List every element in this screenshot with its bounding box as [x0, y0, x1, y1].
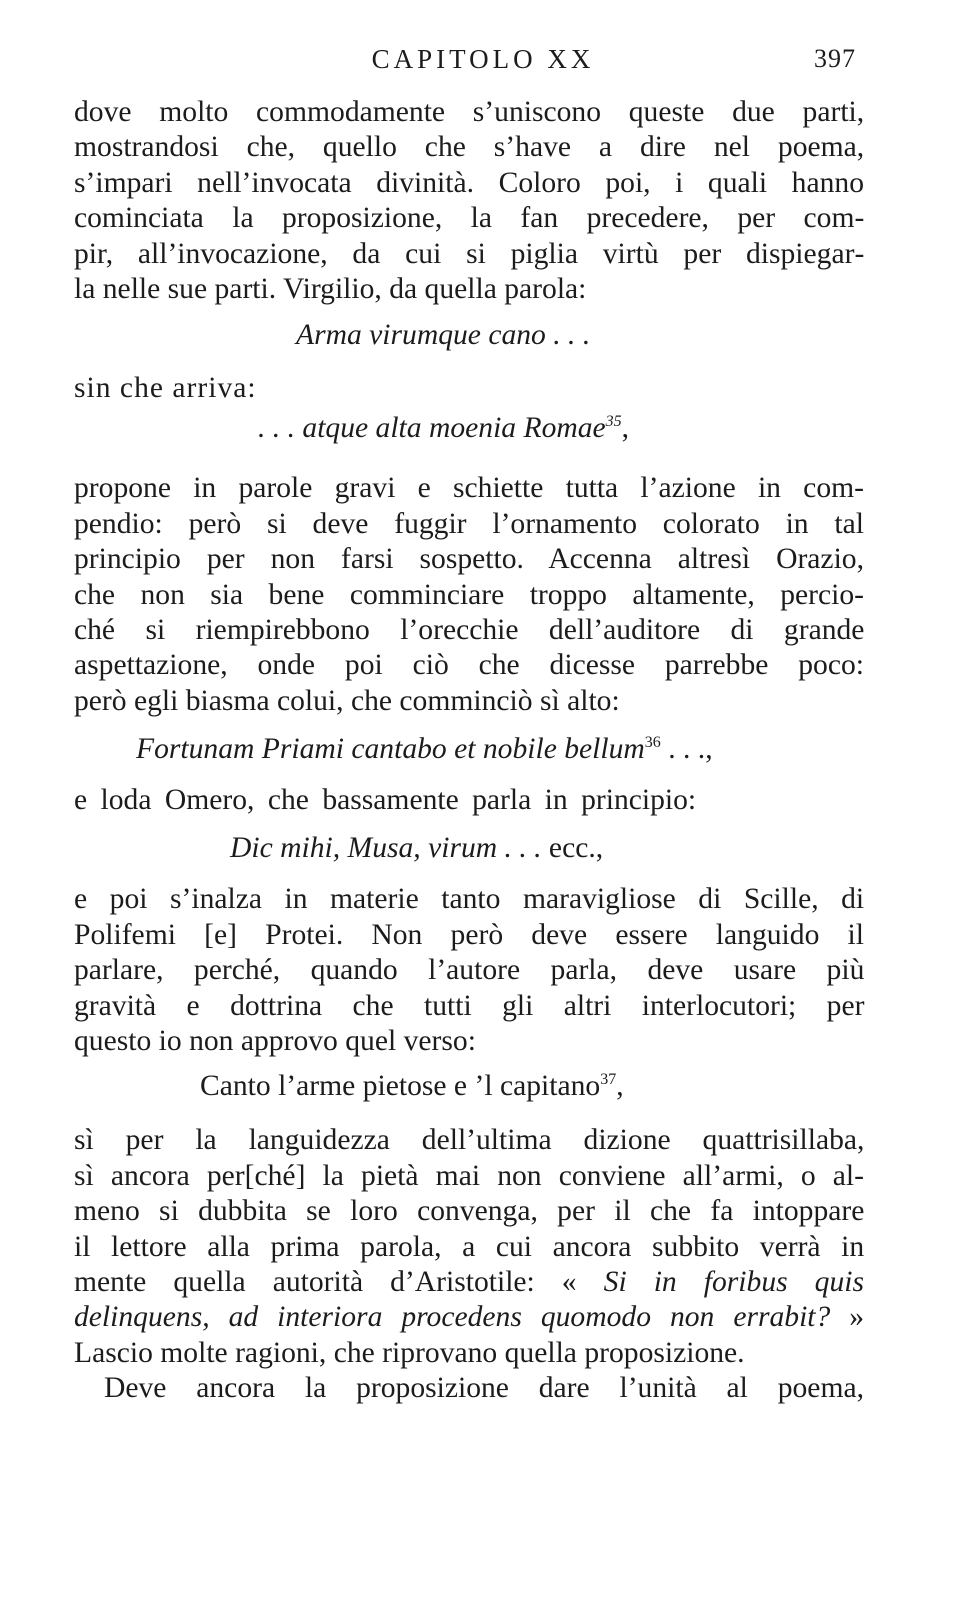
- text-line: ché si riempirebbono l’orecchie dell’auditore di grande: [74, 614, 865, 647]
- text-line: s’impari nell’invocata divinità. Coloro poi, i quali hanno: [74, 166, 864, 199]
- verse-words: Fortunam Priami cantabo et nobile bellum: [136, 733, 645, 766]
- text-line: che non sia bene comminciare troppo altamente, percio‑: [74, 578, 864, 611]
- verse-quote-2: [74, 413, 864, 471]
- paragraph-5: [74, 1371, 864, 1406]
- verse-text: [200, 1069, 624, 1104]
- text-line: Polifemi [e] Protei. Non però deve essere languido il: [74, 918, 864, 951]
- verse-trail: ,: [616, 1070, 624, 1103]
- lead-text: e loda Omero, che bassamente parla in principio:: [74, 784, 697, 817]
- verse-text: [230, 831, 603, 866]
- verse-quote-5: [74, 1059, 864, 1117]
- verse-words: Dic mihi, Musa, virum . . .: [230, 832, 542, 865]
- verse-quote-3: [74, 719, 864, 779]
- latin-quote: Si in foribus quis: [603, 1265, 865, 1298]
- text-line: il lettore alla prima parola, a cui ancora subbito verrà in: [74, 1230, 865, 1263]
- latin-quote: delinquens, ad interiora procedens quomodo non errabit?: [74, 1301, 831, 1334]
- text-line: cominciata la proposizione, la fan precedere, per com‑: [74, 202, 865, 235]
- verse-quote-1: [74, 307, 864, 364]
- verse-trail: ,: [621, 412, 630, 445]
- text-line: pendio: però si deve fuggir l’ornamento colorato in tal: [74, 507, 864, 540]
- paragraph-2: [74, 471, 864, 719]
- running-head: CAPITOLO XX: [371, 44, 595, 74]
- verse-trail: . . .,: [660, 733, 713, 766]
- text-line: e poi s’inalza in materie tanto maravigliose di Scille, di: [74, 883, 865, 916]
- verse-quote-4: [74, 819, 864, 877]
- text-line: mostrandosi che, quello che s’have a dire nel poema,: [74, 131, 865, 164]
- verse-words: Canto l’arme pietose e ’l capitano: [200, 1070, 601, 1103]
- paragraph-4: [74, 1123, 864, 1371]
- text-run: »: [830, 1301, 865, 1334]
- text-line: sì per la languidezza dell’ultima dizione quattrisillaba,: [74, 1124, 865, 1157]
- text-line: propone in parole gravi e schiette tutta l’azione in com‑: [74, 472, 864, 505]
- text-line: la nelle sue parti. Virgilio, da quella parola:: [74, 273, 587, 306]
- verse-text: [136, 732, 713, 767]
- page-number: 397: [814, 44, 856, 73]
- text-line: questo io non approvo quel verso:: [74, 1024, 476, 1057]
- text-line: gravità e dottrina che tutti gli altri interlocutori; per: [74, 989, 865, 1022]
- paragraph-1: [74, 95, 864, 307]
- lead-in-2: [74, 779, 864, 819]
- text-line: dove molto commodamente s’uniscono queste due parti,: [74, 96, 865, 128]
- verse-text: Arma virumque cano . . .: [296, 319, 591, 352]
- text-line: [74, 1300, 864, 1335]
- paragraph-3: [74, 882, 864, 1059]
- footnote-ref: 36: [644, 734, 661, 752]
- text-line: però egli biasma colui, che comminciò sì alto:: [74, 684, 620, 717]
- footnote-ref: 37: [600, 1071, 617, 1089]
- text-line: meno si dubbita se loro convenga, per il che fa intoppare: [74, 1195, 865, 1228]
- text-run: mente quella autorità d’Aristotile: «: [74, 1265, 604, 1298]
- page-body: [74, 95, 864, 1407]
- verse-trail: ecc.,: [541, 832, 604, 865]
- verse-words: . . . atque alta moenia Romae: [258, 412, 606, 445]
- text-line: parlare, perché, quando l’autore parla, deve usare più: [74, 954, 865, 987]
- text-line: sì ancora per[ché] la pietà mai non conviene all’armi, o al‑: [74, 1159, 864, 1192]
- text-line: [74, 1265, 864, 1300]
- verse-text: [258, 411, 629, 446]
- text-line: Deve ancora la proposizione dare l’unità al poema,: [104, 1372, 864, 1405]
- text-line: aspettazione, onde poi ciò che dicesse parrebbe poco:: [74, 649, 864, 682]
- text-line: pir, all’invocazione, da cui si piglia virtù per dispiegar‑: [74, 237, 865, 270]
- footnote-ref: 35: [605, 413, 622, 431]
- text-line: principio per non farsi sospetto. Accenna altresì Orazio,: [74, 543, 864, 576]
- page-header: [0, 44, 966, 84]
- lead-in-1: [74, 364, 864, 413]
- text-line: Lascio molte ragioni, che riprovano quella proposizione.: [74, 1336, 745, 1369]
- lead-text: sin che arriva:: [74, 372, 257, 405]
